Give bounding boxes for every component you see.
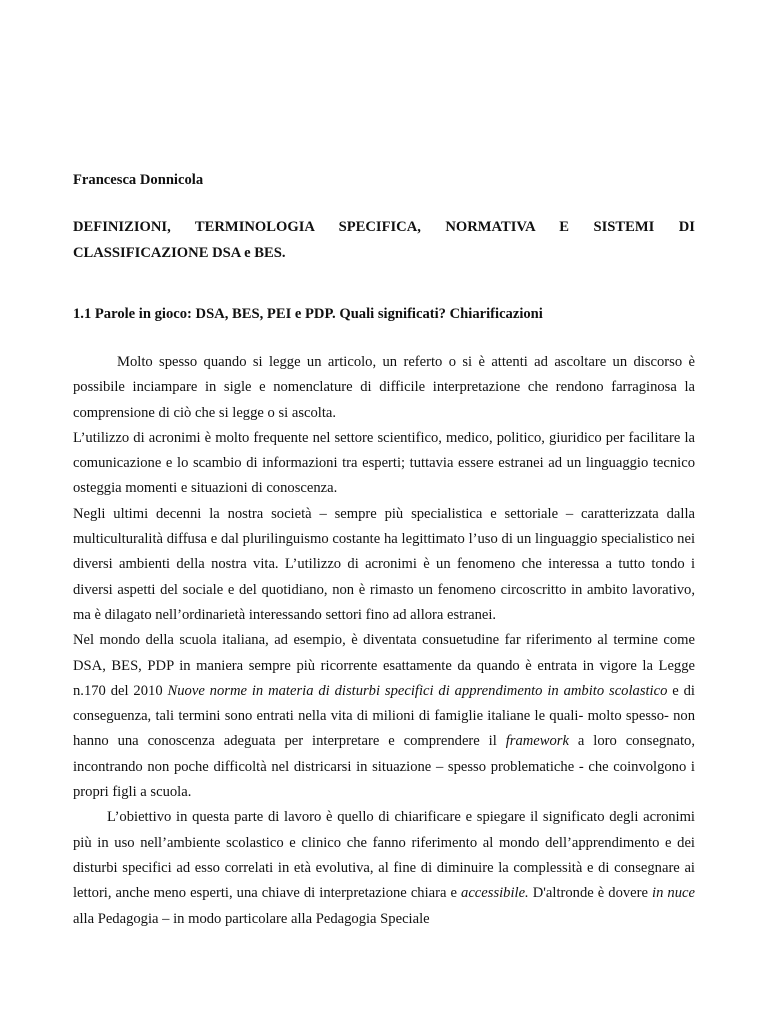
framework-term: framework [505, 733, 569, 750]
accessibile-term: accessibile. [461, 885, 529, 902]
author-name: Francesca Donnicola [73, 172, 204, 188]
paragraph-5-text-c: D'altronde è dovere [528, 885, 653, 902]
paragraph-2: L’utilizzo di acronimi è molto frequente nel settore scientifico, medico, politico, giuridico per facilitare la comunicazione e lo scambio di informazioni tra esperti; tuttavia essere estranei ad un linguaggio tecnico osteggia momenti e situazioni di conoscenza. [73, 429, 695, 497]
body-text [73, 350, 695, 932]
paragraph-5-text-e: alla Pedagogia – in modo particolare alla Pedagogia Speciale [73, 910, 430, 927]
paragraph-1: Molto spesso quando si legge un articolo, un referto o si è attenti ad ascoltare un discorso è possibile inciampare in sigle e nomenclature di difficile interpretazione che rendono farraginosa la comprensione di ciò che si legge o si ascolta. [73, 354, 695, 421]
document-page [73, 168, 695, 932]
document-title [73, 214, 695, 266]
section-heading: 1.1 Parole in gioco: DSA, BES, PEI e PDP. Quali significati? Chiarificazioni [73, 306, 543, 322]
title-line-2: CLASSIFICAZIONE DSA e BES. [73, 245, 286, 261]
paragraph-4-text-a: Nel mondo della scuola italiana, ad esempio, è diventata consuetudine far riferimento al termine come DSA, BES, PDP in maniera sempre più ricorrente esattamente da quando è entrata in vigore la Legge n.170 del 2010 [73, 632, 695, 699]
paragraph-4 [73, 628, 695, 805]
title-line-1: DEFINIZIONI, TERMINOLOGIA SPECIFICA, NORMATIVA E SISTEMI DI [73, 219, 695, 235]
paragraph-4-text-c: e di conseguenza, tali termini sono entrati nella vita di milioni di famiglie italiane le quali- molto spesso- non hanno una conoscenza adeguata per interpretare e comprendere il [73, 682, 695, 750]
paragraph-5 [73, 805, 695, 931]
paragraph-3: Negli ultimi decenni la nostra società – sempre più specialistica e settoriale – caratterizzata dalla multiculturalità diffusa e dal plurilinguismo costante ha legittimato l’uso di un linguaggio specialistico nei diversi ambienti della nostra vita. L’utilizzo di acronimi è un fenomeno che interessa a tutto tondo i diversi aspetti del sociale e del quotidiano, non è rimasto un fenomeno circoscritto in ambito lavorativo, ma è dilagato nell’ordinarietà interessando settori fino ad allora estranei. [73, 505, 695, 623]
paragraph-4-text-e: a loro consegnato, incontrando non poche difficoltà nel districarsi in situazione – spesso problematiche - che coinvolgono i propri figli a scuola. [73, 733, 695, 801]
in-nuce-term: in nuce [652, 885, 695, 902]
paragraph-5-text-a: L’obiettivo in questa parte di lavoro è quello di chiarificare e spiegare il significato degli acronimi più in uso nell’ambiente scolastico e clinico che fanno riferimento al mondo dell’apprendimento e dei disturbi specifici ad esso correlati in età evolutiva, al fine di diminuire la complessità e di consegnare ai lettori, anche meno esperti, una chiave di interpretazione chiara e [73, 809, 695, 902]
law-title: Nuove norme in materia di disturbi specifici di apprendimento in ambito scolastico [167, 682, 668, 699]
